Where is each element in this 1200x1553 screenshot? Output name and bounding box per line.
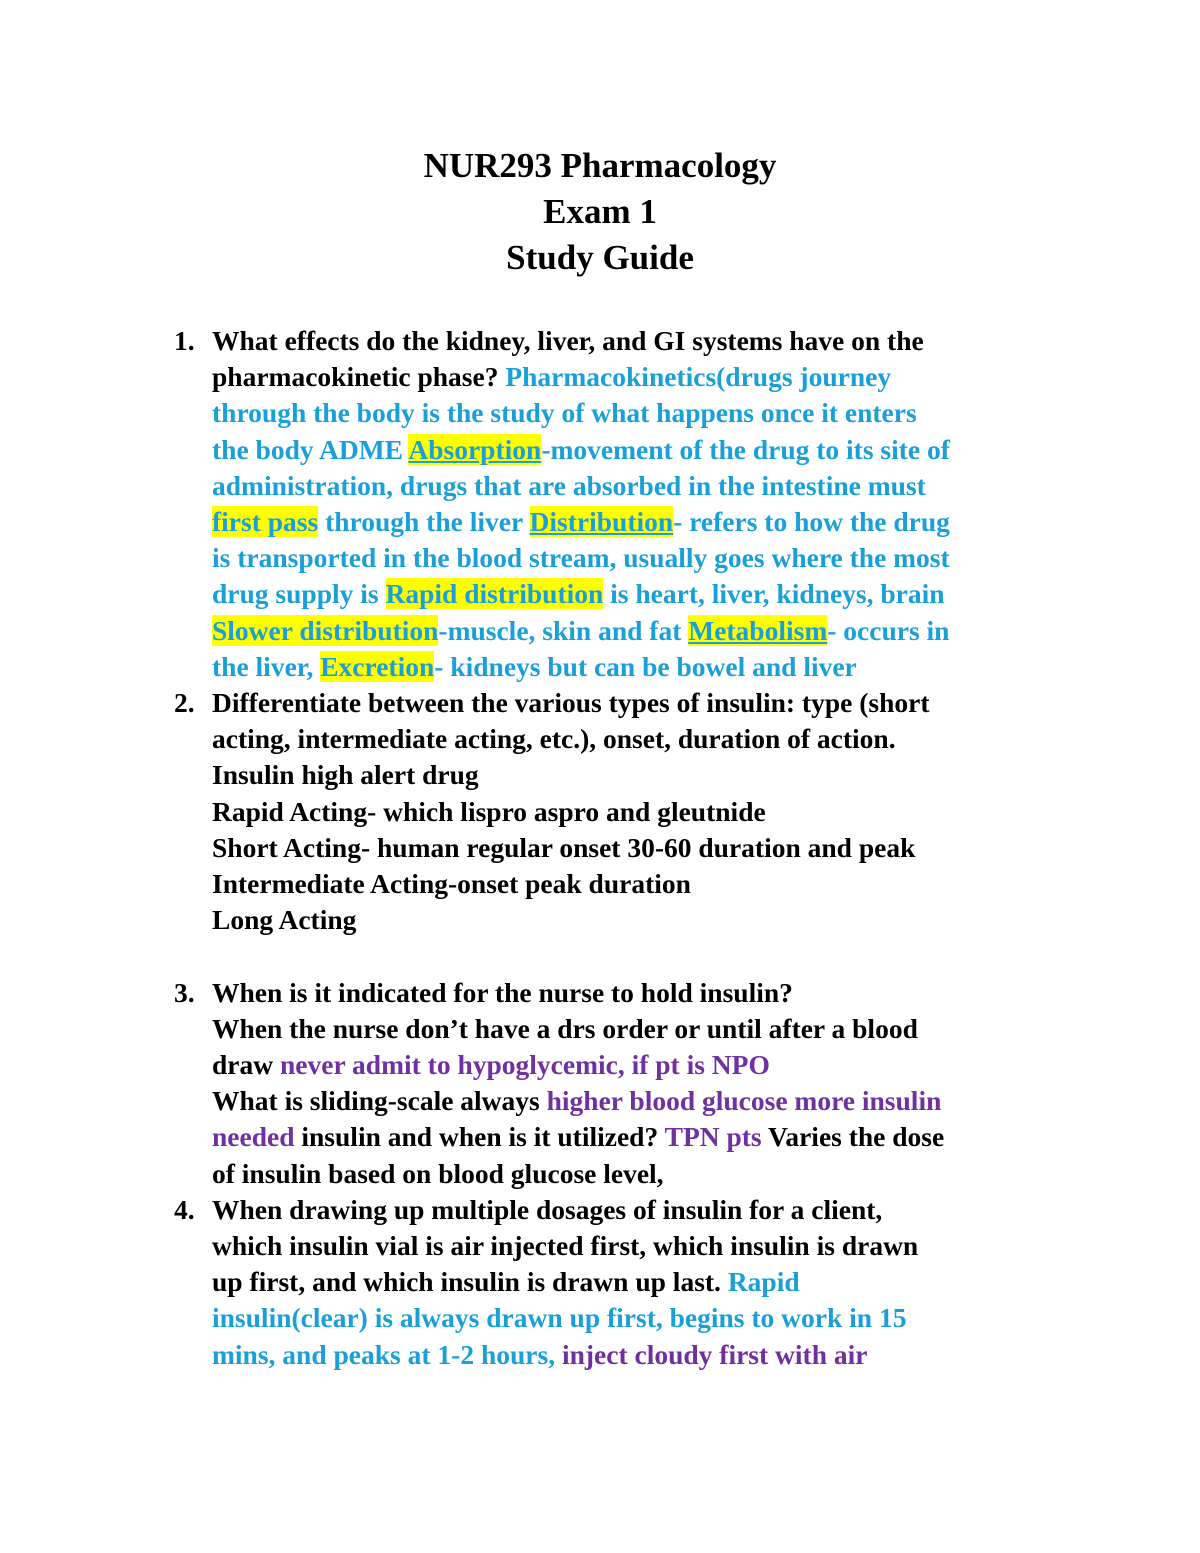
question-list xyxy=(160,323,1160,1373)
answer-text: of insulin based on blood glucose level, xyxy=(212,1157,664,1189)
answer-text: Rapid xyxy=(727,1266,800,1298)
answer-text-purple: higher blood glucose more insulin xyxy=(546,1085,942,1117)
title-course: NUR293 Pharmacology xyxy=(423,146,777,185)
answer-text: insulin(clear) is always drawn up first, begins to work in 15 xyxy=(212,1302,907,1334)
title-exam: Exam 1 xyxy=(543,192,657,231)
question-number: 3. xyxy=(174,976,195,1008)
question-3 xyxy=(160,975,1160,1192)
answer-text: through the body is the study of what happens once it enters xyxy=(212,397,917,429)
answer-text: Pharmacokinetics(drugs journey xyxy=(505,361,892,393)
answer-text: draw xyxy=(212,1049,280,1081)
question-text: acting, intermediate acting, etc.), onset, duration of action. xyxy=(212,723,896,755)
highlighted-term-distribution: Distribution xyxy=(529,506,674,538)
answer-text: When the nurse don’t have a drs order or until after a blood xyxy=(212,1012,918,1044)
highlighted-term-slower-distribution: Slower distribution xyxy=(212,614,439,646)
answer-text: Rapid Acting- which lispro aspro and gleutnide xyxy=(212,795,766,827)
question-text: insulin and when is it utilized? xyxy=(294,1121,665,1153)
text-line xyxy=(212,359,1160,395)
question-1 xyxy=(160,323,1160,685)
question-text: which insulin vial is air injected first, which insulin is drawn xyxy=(212,1230,919,1262)
answer-text: -muscle, skin and fat xyxy=(438,614,689,646)
text-line xyxy=(212,1264,1160,1300)
answer-text: the liver, xyxy=(212,650,321,682)
answer-text: Long Acting xyxy=(212,904,357,936)
question-4 xyxy=(160,1192,1160,1373)
question-number: 4. xyxy=(174,1193,195,1225)
answer-text: Intermediate Acting-onset peak duration xyxy=(212,868,691,900)
answer-text: through the liver xyxy=(318,506,530,538)
text-line xyxy=(212,649,1160,685)
answer-text: is transported in the blood stream, usually goes where the most xyxy=(212,542,950,574)
question-number: 2. xyxy=(174,687,195,719)
highlighted-term-metabolism: Metabolism xyxy=(688,614,828,646)
text-line xyxy=(212,432,1160,468)
question-text: up first, and which insulin is drawn up last. xyxy=(212,1266,728,1298)
answer-text: - kidneys but can be bowel and liver xyxy=(434,650,857,682)
question-text: What is sliding-scale always xyxy=(212,1085,547,1117)
highlighted-term-excretion: Excretion xyxy=(320,650,435,682)
text-line xyxy=(212,1337,1160,1373)
question-text: What effects do the kidney, liver, and GI systems have on the xyxy=(212,325,924,356)
answer-text-purple: never admit to hypoglycemic, if pt is NPO xyxy=(280,1049,770,1081)
answer-text: Short Acting- human regular onset 30-60 duration and peak xyxy=(212,831,916,863)
title-study-guide: Study Guide xyxy=(506,238,694,277)
question-text: When drawing up multiple dosages of insulin for a client, xyxy=(212,1193,883,1225)
answer-text: mins, and peaks at 1-2 hours, xyxy=(212,1338,562,1370)
answer-text: - occurs in xyxy=(827,614,950,646)
blank-line xyxy=(212,938,1160,974)
question-2 xyxy=(160,685,1160,975)
highlighted-term-rapid-distribution: Rapid distribution xyxy=(385,578,604,610)
answer-text: Insulin high alert drug xyxy=(212,759,479,791)
question-text: When is it indicated for the nurse to hold insulin? xyxy=(212,976,793,1008)
text-line xyxy=(212,1083,1160,1119)
answer-text-purple: TPN pts xyxy=(664,1121,762,1153)
text-line xyxy=(212,504,1160,540)
document-title xyxy=(0,143,1200,281)
text-line xyxy=(212,613,1160,649)
question-text: pharmacokinetic phase? xyxy=(212,361,506,393)
answer-text: administration, drugs that are absorbed in the intestine must xyxy=(212,469,926,501)
answer-text-purple: needed xyxy=(212,1121,295,1153)
text-line xyxy=(212,1119,1160,1155)
answer-text: is heart, liver, kidneys, brain xyxy=(603,578,945,610)
answer-text: - refers to how the drug xyxy=(673,506,950,538)
answer-text-purple: inject cloudy first with air xyxy=(561,1338,868,1370)
highlighted-term-first-pass: first pass xyxy=(212,506,319,538)
text-line xyxy=(212,576,1160,612)
answer-text: drug supply is xyxy=(212,578,386,610)
answer-text: -movement of the drug to its site of xyxy=(541,433,950,465)
question-text: Differentiate between the various types of insulin: type (short xyxy=(212,687,930,719)
question-number: 1. xyxy=(174,325,195,356)
text-line xyxy=(212,1047,1160,1083)
highlighted-term-absorption: Absorption xyxy=(408,433,542,465)
answer-text: Varies the dose xyxy=(761,1121,945,1153)
answer-text: the body ADME xyxy=(212,433,409,465)
